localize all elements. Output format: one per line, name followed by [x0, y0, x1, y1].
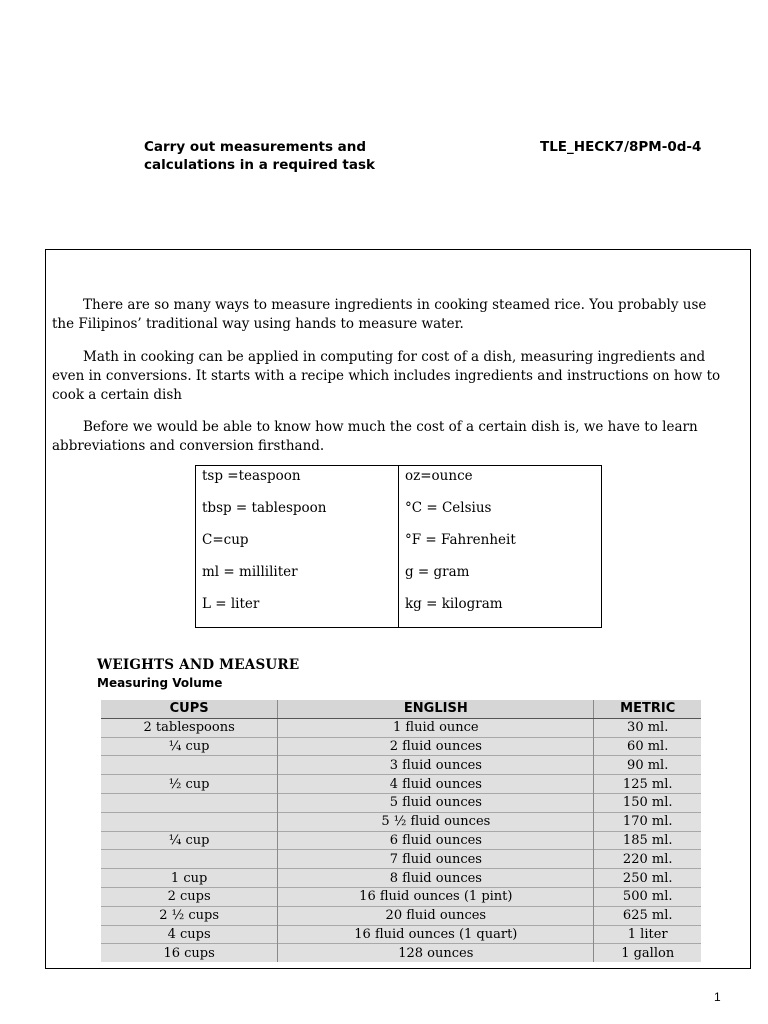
metric-cell: 170 ml. — [594, 812, 701, 831]
abbreviation-item: ml = milliliter — [202, 564, 298, 580]
table-row — [101, 718, 701, 737]
table-row — [101, 944, 701, 962]
metric-cell: 625 ml. — [594, 906, 701, 925]
table-row — [101, 812, 701, 831]
paragraph-math: Math in cooking can be applied in computing for cost of a dish, measuring ingredients and even in conversions. It starts with a recipe which includes ingredients and instructions on how to cook a certain dish — [52, 349, 721, 403]
cups-cell: 2 ½ cups — [101, 906, 278, 925]
cups-cell — [101, 850, 278, 869]
volume-table-header — [101, 700, 701, 718]
table-row — [101, 887, 701, 906]
abbreviation-item: kg = kilogram — [405, 596, 503, 612]
english-cell: 6 fluid ounces — [278, 831, 594, 850]
table-row — [101, 869, 701, 888]
abbreviation-item: °C = Celsius — [405, 500, 492, 516]
english-cell: 16 fluid ounces (1 quart) — [278, 925, 594, 944]
table-row — [101, 737, 701, 756]
english-cell: 8 fluid ounces — [278, 869, 594, 888]
english-cell: 20 fluid ounces — [278, 906, 594, 925]
page-number: 1 — [714, 990, 721, 1004]
metric-cell: 60 ml. — [594, 737, 701, 756]
abbreviation-item: C=cup — [202, 532, 249, 548]
paragraph-intro: There are so many ways to measure ingredients in cooking steamed rice. You probably use the Filipinos’ traditional way using hands to measure water. — [52, 297, 707, 332]
abbreviation-item: g = gram — [405, 564, 470, 580]
paragraph-abbreviations: Before we would be able to know how much the cost of a certain dish is, we have to learn abbreviations and conversion firsthand. — [52, 419, 698, 454]
lesson-title-line1: Carry out measurements and — [144, 139, 367, 155]
volume-table — [101, 700, 701, 962]
english-cell: 4 fluid ounces — [278, 775, 594, 794]
cups-cell — [101, 756, 278, 775]
english-cell: 2 fluid ounces — [278, 737, 594, 756]
metric-cell: 90 ml. — [594, 756, 701, 775]
abbreviation-item: oz=ounce — [405, 468, 473, 484]
metric-cell: 185 ml. — [594, 831, 701, 850]
cups-cell — [101, 812, 278, 831]
metric-cell: 250 ml. — [594, 869, 701, 888]
column-header-english: ENGLISH — [278, 700, 594, 718]
weights-title: WEIGHTS AND MEASURE — [97, 657, 300, 673]
lesson-code: TLE_HECK7/8PM-0d-4 — [540, 139, 702, 155]
lesson-title — [144, 138, 444, 174]
metric-cell: 1 gallon — [594, 944, 701, 962]
english-cell: 1 fluid ounce — [278, 718, 594, 737]
column-header-metric: METRIC — [594, 700, 701, 718]
table-row — [101, 925, 701, 944]
table-row — [101, 850, 701, 869]
metric-cell: 500 ml. — [594, 887, 701, 906]
weights-subtitle: Measuring Volume — [97, 676, 223, 690]
abbreviation-column-right — [399, 466, 602, 628]
table-row — [101, 793, 701, 812]
cups-cell: ½ cup — [101, 775, 278, 794]
english-cell: 3 fluid ounces — [278, 756, 594, 775]
cups-cell: ¼ cup — [101, 831, 278, 850]
english-cell: 128 ounces — [278, 944, 594, 962]
column-header-cups: CUPS — [101, 700, 278, 718]
cups-cell: 2 cups — [101, 887, 278, 906]
table-row — [101, 831, 701, 850]
abbreviation-column-left — [196, 466, 399, 628]
english-cell: 5 fluid ounces — [278, 793, 594, 812]
metric-cell: 1 liter — [594, 925, 701, 944]
table-row — [101, 906, 701, 925]
cups-cell — [101, 793, 278, 812]
english-cell: 16 fluid ounces (1 pint) — [278, 887, 594, 906]
cups-cell: ¼ cup — [101, 737, 278, 756]
cups-cell: 2 tablespoons — [101, 718, 278, 737]
abbreviation-item: °F = Fahrenheit — [405, 532, 516, 548]
english-cell: 5 ½ fluid ounces — [278, 812, 594, 831]
lesson-title-line2: calculations in a required task — [144, 157, 376, 173]
abbreviation-item: tbsp = tablespoon — [202, 500, 327, 516]
cups-cell: 1 cup — [101, 869, 278, 888]
abbreviation-item: tsp =teaspoon — [202, 468, 301, 484]
english-cell: 7 fluid ounces — [278, 850, 594, 869]
metric-cell: 125 ml. — [594, 775, 701, 794]
table-row — [101, 775, 701, 794]
cups-cell: 4 cups — [101, 925, 278, 944]
cups-cell: 16 cups — [101, 944, 278, 962]
abbreviation-item: L = liter — [202, 596, 260, 612]
metric-cell: 150 ml. — [594, 793, 701, 812]
metric-cell: 220 ml. — [594, 850, 701, 869]
abbreviation-table — [195, 465, 602, 628]
metric-cell: 30 ml. — [594, 718, 701, 737]
table-row — [101, 756, 701, 775]
